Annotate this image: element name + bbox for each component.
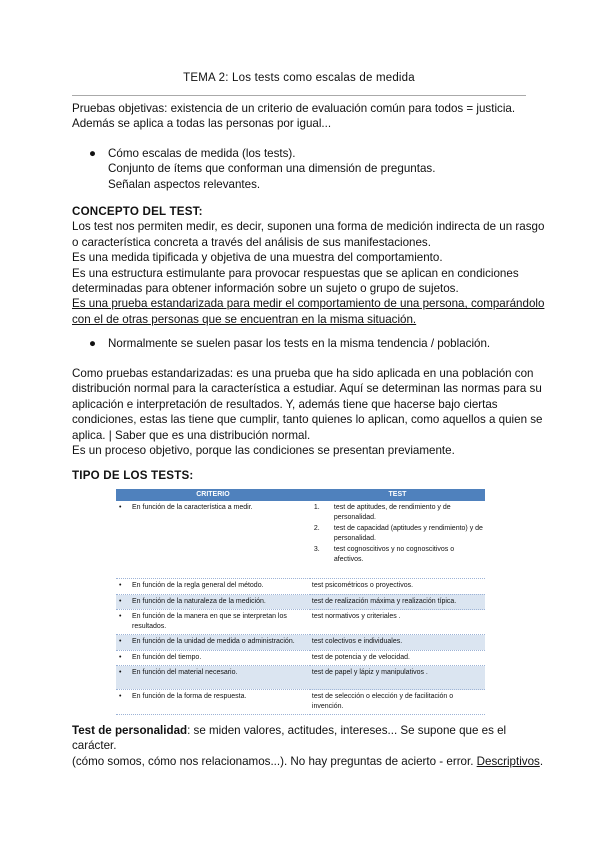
test-item: test cognoscitivos y no cognoscitivos o afectivos. — [333, 546, 455, 563]
item-number: 1. — [313, 504, 320, 511]
bullet-icon: ● — [89, 147, 97, 160]
concepto-section — [72, 204, 545, 327]
paragraph-text: : se miden valores, actitudes, intereses... Se supone que es el — [187, 724, 507, 737]
underlined-word: Descriptivos — [476, 754, 540, 768]
paragraph-line: Los test nos permiten medir, es decir, suponen una forma de medición indirecta de un rasgo — [72, 220, 545, 234]
paragraph-line: Es un proceso objetivo, porque las condiciones se presentan previamente. — [72, 444, 455, 458]
intro-line: Pruebas objetivas: existencia de un criterio de evaluación común para todos = justicia. — [72, 102, 516, 115]
term-bold: Test de personalidad — [72, 724, 188, 737]
section-heading: TIPO DE LOS TESTS: — [72, 469, 194, 482]
table-row — [116, 610, 485, 635]
intro-paragraph — [72, 101, 528, 132]
paragraph-text: (cómo somos, cómo nos relacionamos...). No hay preguntas de acierto - error. — [72, 754, 477, 768]
test-item: test de capacidad (aptitudes y rendimiento) y de personalidad. — [333, 525, 483, 542]
table-row — [116, 594, 485, 610]
item-number: 2. — [313, 525, 320, 532]
test-cell: test psicométricos o proyectivos. — [310, 579, 485, 595]
criterio-cell: En función de la regla general del método. — [132, 582, 264, 589]
paragraph-line: aplica. | Saber que es una distribución normal. — [72, 428, 311, 442]
paragraph-line: Es una estructura estimulante para provocar respuestas que se aplican en condiciones — [72, 266, 519, 280]
bullet-icon: • — [119, 582, 122, 589]
test-cell: test normativos y criteriales . — [310, 610, 485, 635]
table-row — [116, 501, 485, 579]
bullet-icon: • — [119, 693, 122, 700]
paragraph-line: carácter. — [72, 739, 117, 753]
table-row — [116, 666, 485, 690]
bullet-line: Conjunto de ítems que conforman una dimensión de preguntas. — [108, 162, 436, 176]
bullet-icon: • — [119, 669, 122, 676]
criterio-cell: En función del material necesario. — [132, 669, 238, 676]
item-number: 3. — [313, 546, 320, 553]
personalidad-paragraph — [72, 723, 544, 769]
bullet-icon: • — [119, 653, 122, 661]
table-row — [116, 690, 485, 715]
paragraph-line: condiciones, estas las tiene que cumplir, tanto quienes lo aplican, como aquellos a quien se — [72, 413, 543, 427]
bullet-line: Normalmente se suelen pasar los tests en la misma tendencia / población. — [108, 337, 491, 350]
table-row — [116, 579, 485, 595]
estandarizadas-paragraph — [72, 366, 543, 458]
table-header-test: TEST — [310, 489, 485, 501]
paragraph-line: Como pruebas estandarizadas: es una prueba que ha sido aplicada en una población con — [72, 367, 534, 380]
test-cell: test colectivos e individuales. — [310, 635, 485, 651]
title-divider — [72, 95, 526, 96]
bullet-icon: • — [119, 597, 122, 605]
criterio-cell: En función de la característica a medir. — [132, 504, 253, 511]
test-cell: test de selección o elección y de facilitación o invención. — [310, 690, 485, 715]
criterio-cell: En función de la manera en que se interpretan los resultados. — [132, 613, 287, 630]
bullet-line: Cómo escalas de medida (los tests). — [108, 147, 296, 160]
paragraph-line: Es una medida tipificada y objetiva de una muestra del comportamiento. — [72, 251, 443, 265]
section-heading: CONCEPTO DEL TEST: — [72, 205, 203, 218]
bullet-icon: ● — [89, 337, 97, 350]
table-header-criterio: CRITERIO — [116, 489, 310, 501]
underlined-line: con el de otras personas que se encuentran en la misma situación. — [72, 312, 417, 326]
page-title: TEMA 2: Los tests como escalas de medida — [183, 72, 415, 84]
criterio-cell: En función de la unidad de medida o administración. — [132, 638, 295, 645]
test-cell: test de papel y lápiz y manipulativos . — [310, 666, 485, 690]
criterio-cell: En función del tiempo. — [132, 653, 202, 661]
test-item: test de aptitudes, de rendimiento y de personalidad. — [333, 504, 451, 521]
paragraph-line: o característica concreta a través del análisis de sus manifestaciones. — [72, 235, 431, 249]
table-row — [116, 650, 485, 666]
bullet-icon: • — [119, 504, 122, 511]
paragraph-line: distribución normal para la característica a estudiar. Aquí se determinan las normas para su — [72, 382, 542, 396]
paragraph-line: aplicación e interpretación de resultados. Y, además tiene que hacerse bajo ciertas — [72, 397, 498, 411]
test-cell: test de realización máxima y realización típica. — [310, 594, 485, 610]
test-types-table — [116, 489, 485, 715]
paragraph-text: . — [539, 754, 544, 768]
table-row — [116, 635, 485, 651]
bullet-icon: • — [119, 613, 122, 620]
intro-line: Además se aplica a todas las personas por igual... — [72, 117, 332, 131]
paragraph-line: determinadas para obtener información sobre un sujeto o grupo de sujetos. — [72, 282, 459, 296]
test-cell: test de potencia y de velocidad. — [310, 650, 485, 666]
criterio-cell: En función de la naturaleza de la medición. — [132, 597, 266, 605]
bullet-icon: • — [119, 638, 122, 645]
underlined-line: Es una prueba estandarizada para medir el comportamiento de una persona, comparándolo — [72, 297, 545, 311]
bullet-line: Señalan aspectos relevantes. — [108, 177, 261, 191]
criterio-cell: En función de la forma de respuesta. — [132, 693, 247, 700]
